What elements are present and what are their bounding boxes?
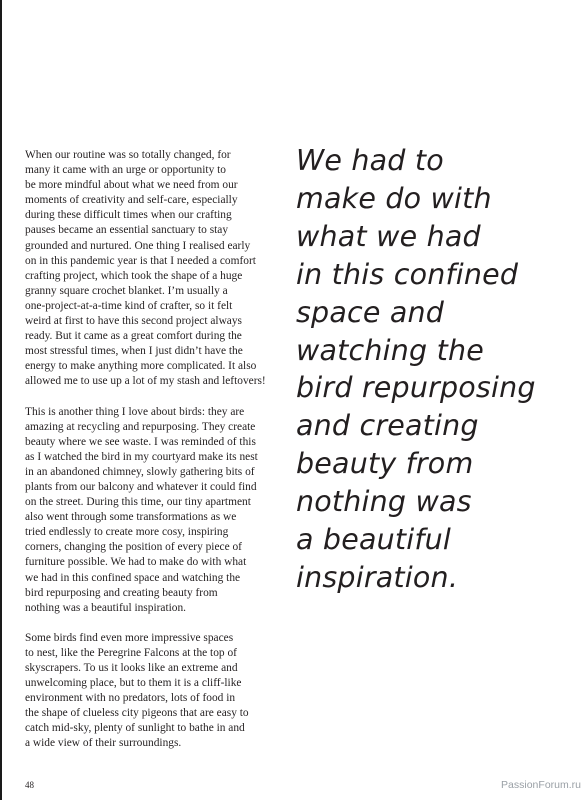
text-line: most stressful times, when I just didn’t have the [25, 345, 243, 358]
text-line: ready. But it came as a great comfort during the [25, 330, 242, 343]
text-line: the shape of clueless city pigeons that are easy to [25, 707, 249, 720]
pull-quote-line: in this confined [296, 257, 519, 291]
text-line: nothing was a beautiful inspiration. [25, 601, 187, 614]
paragraph-2 [25, 405, 277, 616]
text-line: crafting project, which took the shape of a huge [25, 269, 243, 282]
text-line: allowed me to use up a lot of my stash and leftovers! [25, 375, 266, 388]
text-line: granny square crochet blanket. I’m usually a [25, 284, 228, 297]
text-line: beauty where we see waste. I was reminded of this [25, 435, 256, 448]
text-line: as I watched the bird in my courtyard make its nest [25, 450, 258, 463]
paragraph-3 [25, 631, 277, 752]
pull-quote-line: a beautiful [296, 523, 451, 557]
text-line: amazing at recycling and repurposing. They create [25, 420, 256, 433]
text-line: environment with no predators, lots of food in [25, 692, 236, 705]
page-number: 48 [25, 780, 34, 790]
pull-quote-line: space and [296, 295, 445, 329]
text-line: to nest, like the Peregrine Falcons at the top of [25, 646, 237, 659]
text-line: bird repurposing and creating beauty from [25, 586, 218, 599]
text-line: one-project-at-a-time kind of crafter, so it felt [25, 299, 233, 312]
pull-quote-line: make do with [296, 181, 492, 215]
body-text-column [25, 148, 277, 767]
text-line: weird at first to have this second project always [25, 315, 242, 328]
pull-quote-line: bird repurposing [296, 371, 536, 405]
text-line: a wide view of their surroundings. [25, 737, 182, 750]
text-line: be more mindful about what we need from our [25, 179, 238, 192]
text-line: When our routine was so totally changed, for [25, 149, 231, 161]
text-line: This is another thing I love about birds: they are [25, 405, 245, 418]
text-line: we had in this confined space and watching the [25, 571, 241, 584]
paragraph-1 [25, 148, 277, 390]
pull-quote-line: inspiration. [296, 560, 459, 594]
text-line: during these difficult times when our crafting [25, 209, 232, 222]
text-line: plants from our balcony and whatever it could find [25, 480, 257, 493]
text-line: energy to make anything more complicated. It also [25, 360, 257, 373]
text-line: tried endlessly to create more cosy, inspiring [25, 526, 229, 539]
text-line: unwelcoming place, but to them it is a cliff-like [25, 677, 242, 690]
text-line: many it came with an urge or opportunity to [25, 164, 226, 177]
text-line: pauses became an essential sanctuary to stay [25, 224, 229, 237]
pull-quote-line: beauty from [296, 447, 474, 481]
watermark: PassionForum.ru [501, 779, 581, 791]
text-line: moments of creativity and self-care, especially [25, 194, 238, 207]
pull-quote [296, 142, 581, 597]
text-line: also went through some transformations as we [25, 511, 237, 524]
text-line: on in this pandemic year is that I needed a comfort [25, 254, 256, 267]
text-line: grounded and nurtured. One thing I realised early [25, 239, 251, 252]
pull-quote-line: watching the [296, 333, 484, 367]
page-edge-rule [0, 0, 2, 800]
text-line: Some birds find even more impressive spaces [25, 631, 234, 644]
pull-quote-line: nothing was [296, 485, 472, 519]
text-line: skyscrapers. To us it looks like an extreme and [25, 662, 238, 674]
text-line: catch mid-sky, plenty of sunlight to bathe in and [25, 722, 245, 735]
pull-quote-line: and creating [296, 409, 479, 443]
text-line: in an abandoned chimney, slowly gathering bits of [25, 465, 255, 478]
pull-quote-line: what we had [296, 219, 481, 253]
pull-quote-line: We had to [296, 144, 444, 177]
text-line: on the street. During this time, our tiny apartment [25, 496, 251, 509]
text-line: corners, changing the position of every piece of [25, 541, 242, 554]
text-line: furniture possible. We had to make do with what [25, 556, 247, 569]
